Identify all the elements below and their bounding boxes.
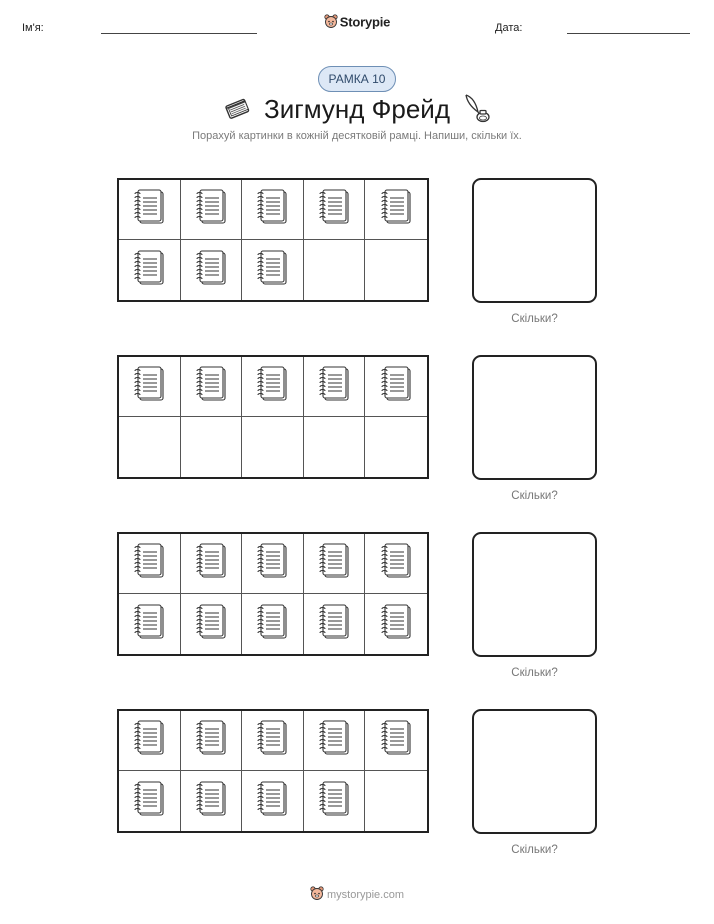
notebook-icon [194, 779, 228, 824]
frame-cell [242, 417, 304, 477]
date-label: Дата: [495, 22, 523, 34]
brand-logo [0, 14, 714, 32]
frame-cell [304, 180, 366, 240]
ten-frame [117, 178, 429, 302]
frame-cell [365, 594, 427, 654]
answer-box[interactable] [472, 709, 597, 834]
frame-cell [119, 240, 181, 300]
frame-cell [242, 357, 304, 417]
notebook-icon [379, 602, 413, 647]
page-title: Зигмунд Фрейд [263, 94, 450, 124]
name-line[interactable] [101, 33, 257, 34]
frame-cell [365, 240, 427, 300]
ten-frame [117, 532, 429, 656]
bear-icon [324, 14, 338, 32]
frame-cell [304, 534, 366, 594]
frame-cell [119, 180, 181, 240]
notebook-icon [194, 718, 228, 763]
frame-cell [304, 417, 366, 477]
frame-cell [304, 240, 366, 300]
notebook-icon [379, 718, 413, 763]
answer-box[interactable] [472, 178, 597, 303]
frame-cell [304, 357, 366, 417]
notebook-icon [379, 541, 413, 586]
notebook-icon [132, 364, 166, 409]
frame-cell [119, 594, 181, 654]
name-label: Ім'я: [22, 22, 44, 34]
notebook-icon [132, 248, 166, 293]
notebook-icon [194, 541, 228, 586]
brand-name: Storypie [339, 14, 391, 30]
frame-cell [304, 711, 366, 771]
frame-cell [119, 711, 181, 771]
ten-frame [117, 355, 429, 479]
frame-cell [365, 534, 427, 594]
answer-box[interactable] [472, 532, 597, 657]
frame-cell [242, 180, 304, 240]
notebook-icon [194, 602, 228, 647]
frame-cell [365, 357, 427, 417]
count-question: Скільки? [511, 667, 558, 679]
frame-cell [242, 240, 304, 300]
notebook-icon [255, 718, 289, 763]
notebook-icon [317, 541, 351, 586]
frame-cell [242, 711, 304, 771]
notebook-icon [317, 779, 351, 824]
notebook-icon [317, 602, 351, 647]
notebook-icon [255, 541, 289, 586]
frame-cell [365, 711, 427, 771]
frame-cell [119, 771, 181, 831]
frame-cell [365, 180, 427, 240]
notebook-icon [194, 364, 228, 409]
notebook-icon [379, 187, 413, 232]
count-question: Скільки? [511, 490, 558, 502]
notebook-icon [194, 248, 228, 293]
frame-cell [181, 711, 243, 771]
frame-cell [181, 771, 243, 831]
frame-cell [365, 417, 427, 477]
frame-cell [181, 240, 243, 300]
footer-url: mystorypie.com [326, 888, 405, 901]
frame-cell [242, 534, 304, 594]
notebook-icon [132, 187, 166, 232]
ten-frame [117, 709, 429, 833]
frame-cell [119, 357, 181, 417]
notebook-icon [379, 364, 413, 409]
frame-cell [119, 417, 181, 477]
frame-cell [304, 771, 366, 831]
frame-cell [181, 417, 243, 477]
frame-cell [304, 594, 366, 654]
notebook-icon [317, 187, 351, 232]
notebook-icon [317, 364, 351, 409]
notebook-icon [194, 187, 228, 232]
notebook-icon [255, 779, 289, 824]
date-line[interactable] [567, 33, 690, 34]
notebook-icon [132, 718, 166, 763]
frame-cell [181, 180, 243, 240]
frame-badge: РАМКА 10 [318, 66, 396, 92]
notebook-icon [255, 187, 289, 232]
notebook-icon [132, 779, 166, 824]
frame-cell [119, 534, 181, 594]
instruction-text: Порахуй картинки в кожній десятковій рамці. Напиши, скільки їх. [192, 130, 522, 142]
quill-inkwell-icon [462, 92, 492, 129]
frame-cell [181, 594, 243, 654]
bear-icon [310, 886, 324, 904]
footer [0, 886, 714, 904]
notebook-icon [255, 364, 289, 409]
count-question: Скільки? [511, 313, 558, 325]
answer-box[interactable] [472, 355, 597, 480]
count-question: Скільки? [511, 844, 558, 856]
notebook-icon [255, 602, 289, 647]
frame-cell [181, 357, 243, 417]
notebook-icon [132, 602, 166, 647]
notebook-icon [132, 541, 166, 586]
frame-cell [242, 594, 304, 654]
notebook-icon [255, 248, 289, 293]
frame-cell [242, 771, 304, 831]
notebook-icon [317, 718, 351, 763]
frame-cell [181, 534, 243, 594]
frame-cell [365, 771, 427, 831]
